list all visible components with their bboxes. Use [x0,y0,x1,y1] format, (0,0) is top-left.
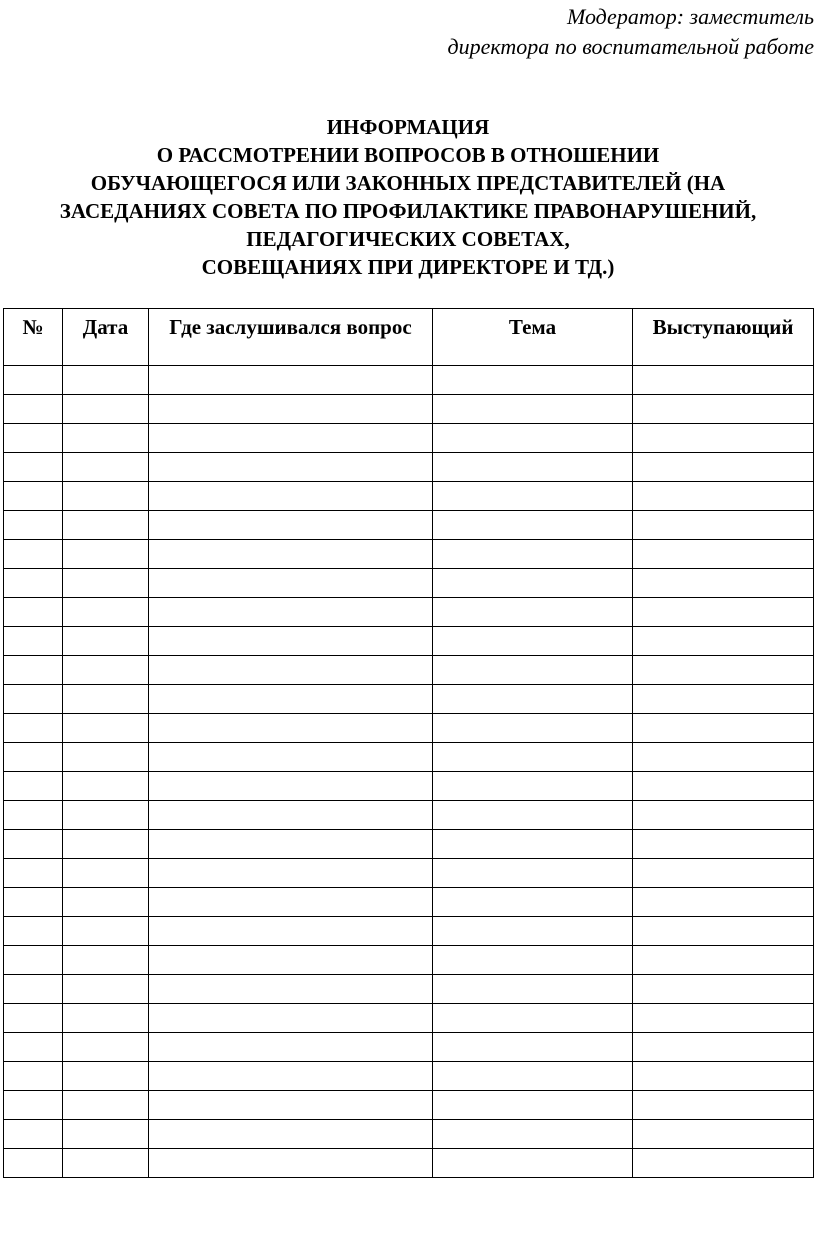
table-cell [4,685,63,714]
table-cell [4,743,63,772]
table-cell [4,424,63,453]
table-cell [63,511,149,540]
table-cell [149,714,433,743]
title-line: ЗАСЕДАНИЯХ СОВЕТА ПО ПРОФИЛАКТИКЕ ПРАВОНАРУШЕНИЙ, [59,199,757,223]
table-cell [433,1004,633,1033]
table-header-row [4,309,814,366]
table-cell [4,830,63,859]
table-cell [149,1062,433,1091]
column-header-date: Дата [63,309,149,366]
table-cell [433,1120,633,1149]
table-cell [4,1091,63,1120]
table-cell [63,975,149,1004]
moderator-line-2: директора по воспитательной работе [447,34,814,59]
table-cell [4,801,63,830]
table-row [4,1004,814,1033]
table-cell [63,366,149,395]
table-cell [4,859,63,888]
table-cell [633,714,814,743]
column-header-number: № [4,309,63,366]
title-line: ПЕДАГОГИЧЕСКИХ СОВЕТАХ, [246,227,570,251]
table-cell [633,946,814,975]
table-cell [63,714,149,743]
table-row [4,1120,814,1149]
table-cell [63,859,149,888]
table-cell [4,511,63,540]
table-cell [633,395,814,424]
table-cell [149,917,433,946]
table-cell [63,395,149,424]
column-header-where-heard: Где заслушивался вопрос [149,309,433,366]
table-cell [433,975,633,1004]
table-cell [433,656,633,685]
table-cell [4,1120,63,1149]
table-cell [4,917,63,946]
table-cell [4,975,63,1004]
table-cell [633,743,814,772]
table-row [4,1149,814,1178]
table-cell [63,453,149,482]
table-cell [4,598,63,627]
table-cell [63,946,149,975]
table-cell [63,1120,149,1149]
table-cell [433,540,633,569]
table-cell [149,1033,433,1062]
table-cell [633,482,814,511]
table-cell [63,801,149,830]
table-cell [4,714,63,743]
table-cell [433,1062,633,1091]
table-cell [149,395,433,424]
table-row [4,627,814,656]
table-cell [4,1149,63,1178]
table-cell [433,685,633,714]
table-row [4,453,814,482]
table-cell [433,1091,633,1120]
table-cell [633,917,814,946]
title-line: ИНФОРМАЦИЯ [326,115,490,139]
table-cell [633,1149,814,1178]
table-cell [4,1062,63,1091]
table-cell [63,598,149,627]
table-cell [4,772,63,801]
table-cell [633,888,814,917]
table-cell [633,975,814,1004]
table-cell [63,772,149,801]
table-cell [4,1033,63,1062]
table-cell [63,627,149,656]
title-line: О РАССМОТРЕНИИ ВОПРОСОВ В ОТНОШЕНИИ [156,143,660,167]
column-header-topic: Тема [433,309,633,366]
table-row [4,859,814,888]
table-body [4,366,814,1178]
table-cell [63,482,149,511]
table-row [4,1062,814,1091]
table-cell [4,627,63,656]
table-cell [633,830,814,859]
table-cell [149,801,433,830]
table-cell [63,830,149,859]
table-cell [633,1120,814,1149]
table-cell [63,1149,149,1178]
table-cell [633,1091,814,1120]
table-cell [633,1004,814,1033]
table-cell [433,569,633,598]
table-cell [433,598,633,627]
table-cell [4,482,63,511]
table-cell [149,685,433,714]
table-cell [633,540,814,569]
table-row [4,714,814,743]
table-cell [633,511,814,540]
title-line: СОВЕЩАНИЯХ ПРИ ДИРЕКТОРЕ И ТД.) [201,255,615,279]
table-cell [633,598,814,627]
table-cell [149,482,433,511]
table-row [4,598,814,627]
table-cell [4,569,63,598]
table-cell [149,830,433,859]
table-cell [433,453,633,482]
table-row [4,772,814,801]
table-cell [633,685,814,714]
moderator-line-1: Модератор: заместитель [566,4,814,29]
table-row [4,946,814,975]
table-cell [63,1062,149,1091]
table-cell [433,627,633,656]
table-row [4,830,814,859]
table-cell [63,888,149,917]
table-row [4,1091,814,1120]
table-cell [63,540,149,569]
table-cell [4,656,63,685]
table-cell [633,1062,814,1091]
table-cell [633,656,814,685]
table-cell [433,859,633,888]
table-cell [149,569,433,598]
table-cell [149,656,433,685]
table-row [4,656,814,685]
table-row [4,888,814,917]
table-cell [149,540,433,569]
table-cell [149,1091,433,1120]
table-cell [149,511,433,540]
table-cell [4,453,63,482]
table-cell [149,453,433,482]
table-cell [633,772,814,801]
table-cell [63,917,149,946]
table-cell [633,801,814,830]
table-cell [633,1033,814,1062]
table-cell [149,975,433,1004]
table-cell [149,1120,433,1149]
table-cell [433,1033,633,1062]
table-cell [63,1004,149,1033]
table-cell [63,743,149,772]
table-cell [149,1149,433,1178]
table-cell [63,424,149,453]
table-row [4,511,814,540]
table-row [4,540,814,569]
table-cell [149,598,433,627]
table-cell [4,540,63,569]
table-cell [63,1091,149,1120]
table-cell [63,685,149,714]
table-cell [433,424,633,453]
table-cell [633,627,814,656]
table-cell [4,1004,63,1033]
table-cell [149,743,433,772]
table-cell [433,801,633,830]
table-row [4,366,814,395]
table-cell [433,888,633,917]
table-cell [433,366,633,395]
moderator-note [314,2,814,62]
table-cell [633,453,814,482]
table-cell [433,511,633,540]
table-cell [433,772,633,801]
table-cell [433,743,633,772]
table-cell [433,395,633,424]
table-row [4,1033,814,1062]
column-header-speaker: Выступающий [633,309,814,366]
table-cell [433,1149,633,1178]
table-row [4,917,814,946]
table-row [4,685,814,714]
table-cell [63,569,149,598]
table-cell [433,714,633,743]
table-cell [633,366,814,395]
title-line: ОБУЧАЮЩЕГОСЯ ИЛИ ЗАКОННЫХ ПРЕДСТАВИТЕЛЕЙ (НА [90,171,726,195]
table-cell [149,888,433,917]
table-row [4,482,814,511]
table-row [4,743,814,772]
table-cell [149,946,433,975]
table-cell [433,946,633,975]
table-cell [149,1004,433,1033]
table-cell [633,859,814,888]
table-cell [63,1033,149,1062]
table-cell [149,859,433,888]
table-cell [633,569,814,598]
table-row [4,424,814,453]
table-cell [433,917,633,946]
table-row [4,975,814,1004]
table-cell [4,395,63,424]
table-cell [149,366,433,395]
table-cell [4,366,63,395]
table-cell [149,772,433,801]
table-row [4,801,814,830]
table-row [4,569,814,598]
table-cell [4,946,63,975]
table-cell [433,830,633,859]
table-cell [633,424,814,453]
records-table [3,308,814,1178]
table-cell [149,627,433,656]
table-cell [433,482,633,511]
table-row [4,395,814,424]
document-title [0,113,816,281]
table-cell [149,424,433,453]
table-cell [4,888,63,917]
table-cell [63,656,149,685]
